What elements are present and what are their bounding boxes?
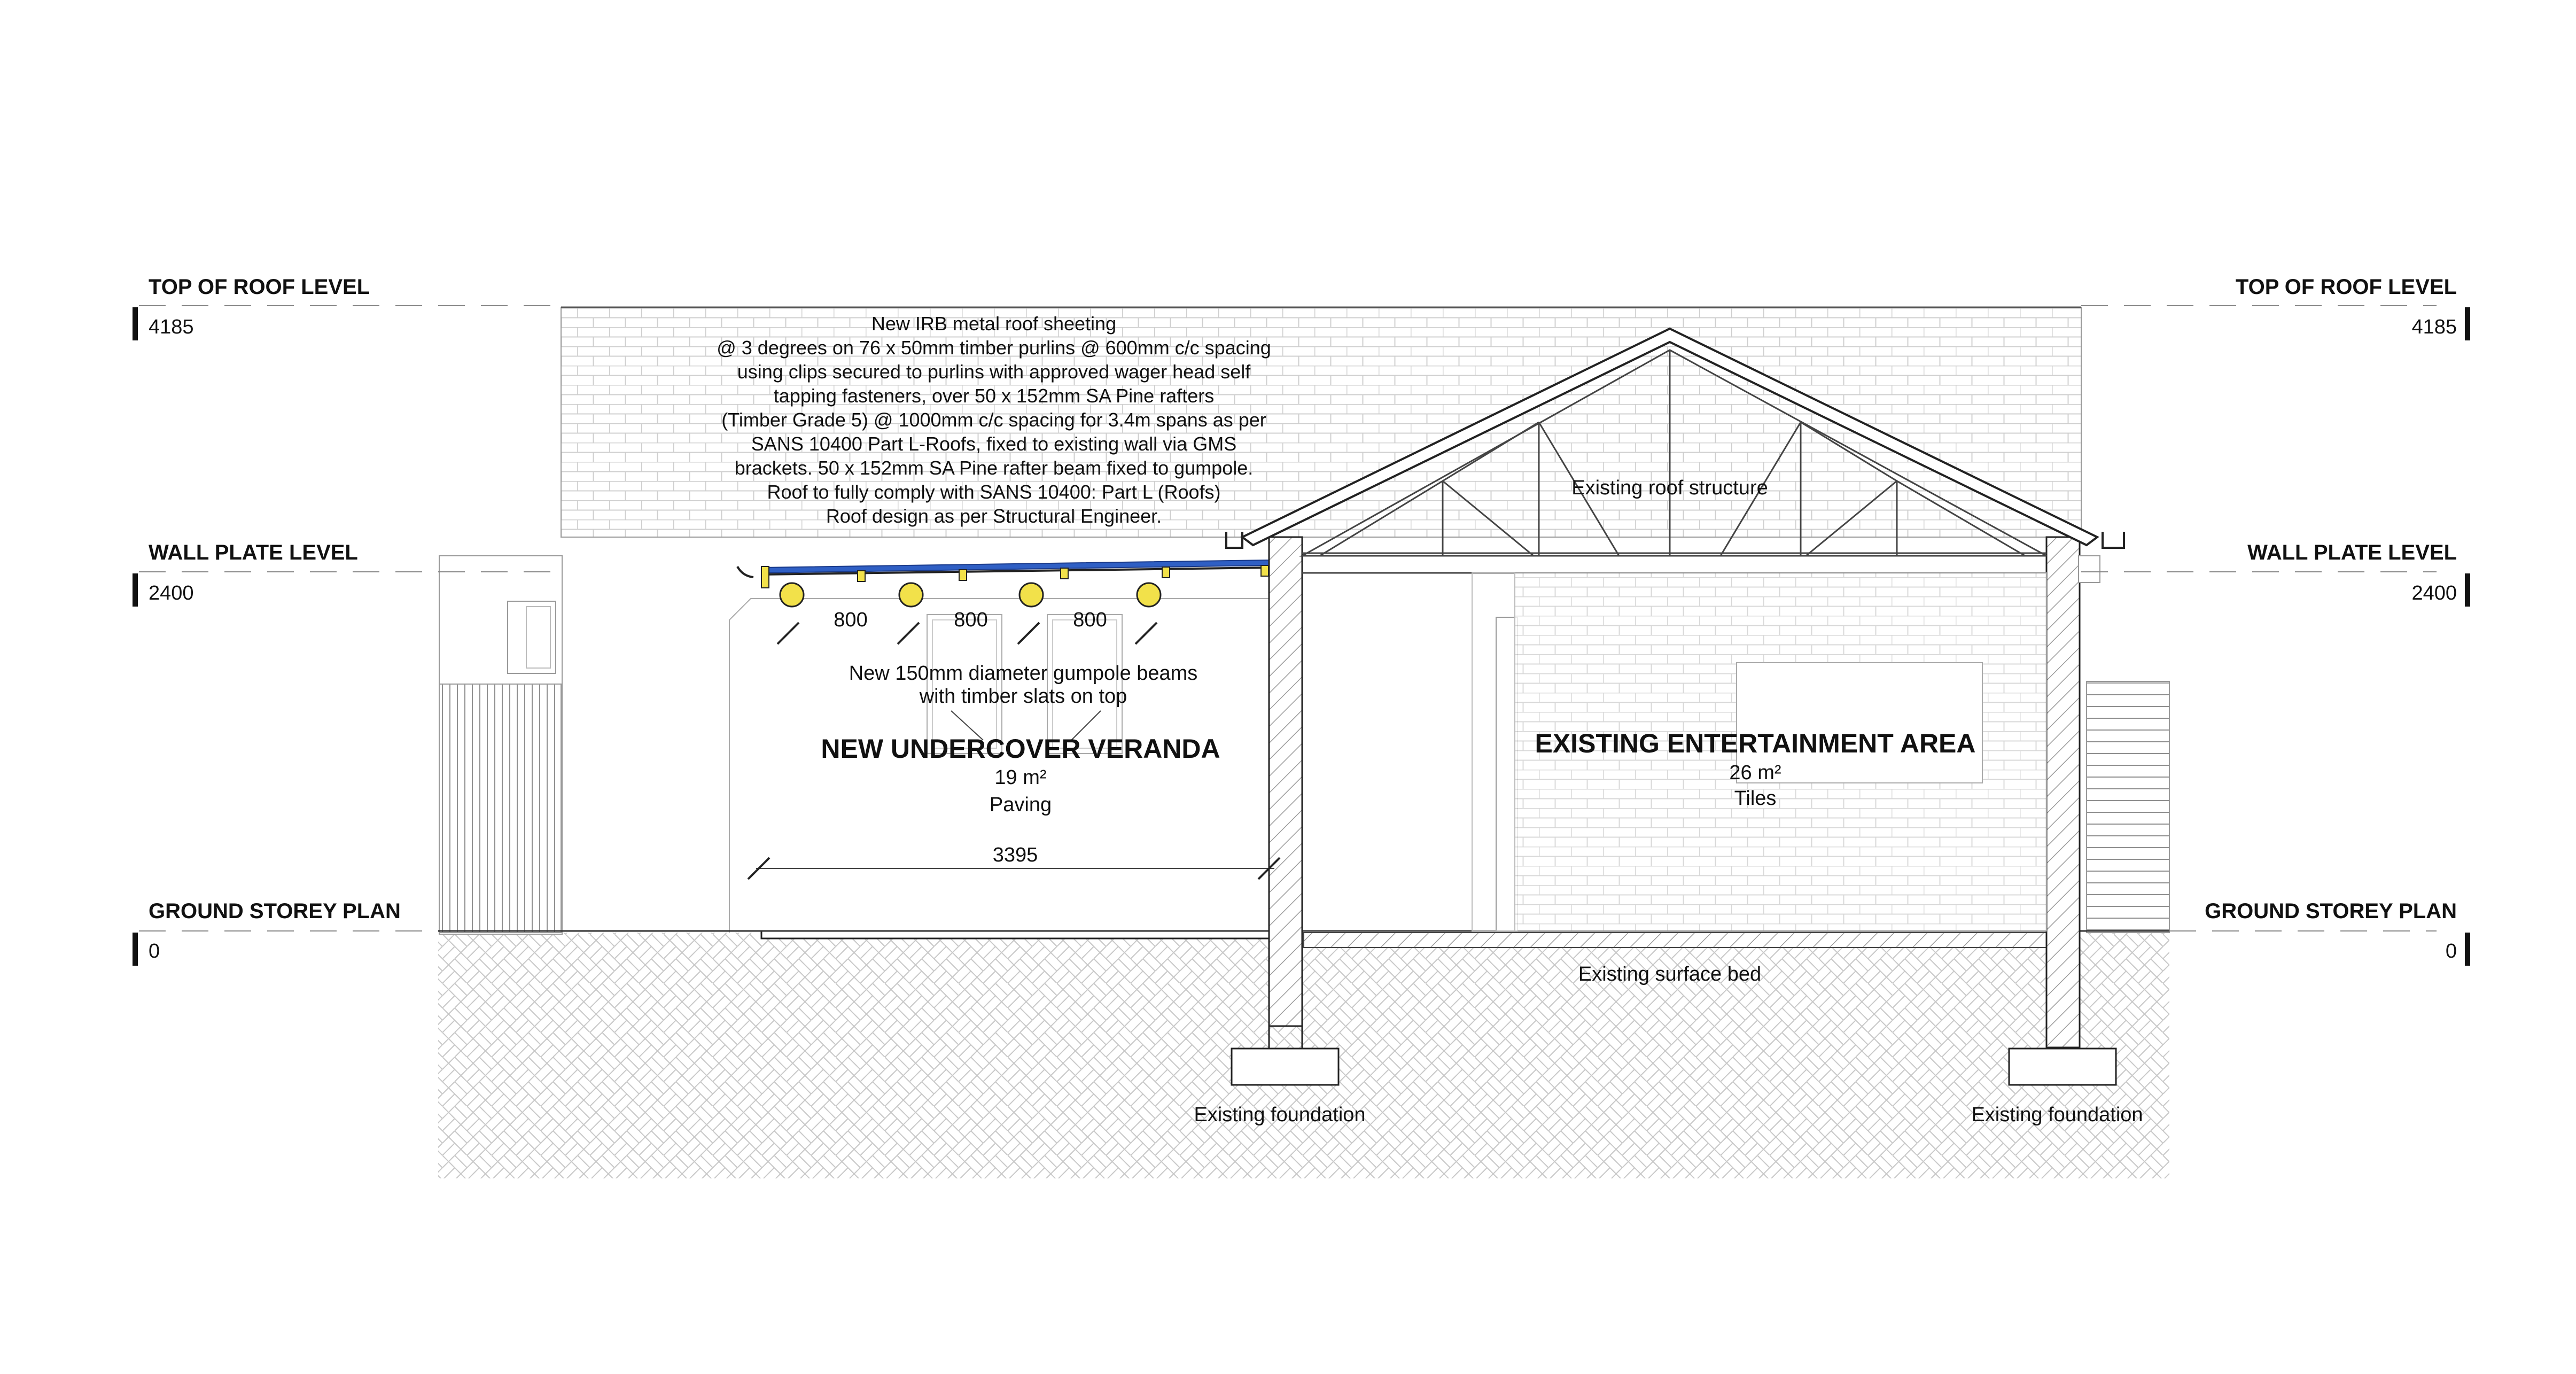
- veranda-slab: [761, 931, 1269, 938]
- gumpole-beam: [899, 583, 923, 607]
- gumpole-note-line-2: with timber slats on top: [919, 685, 1127, 708]
- existing-right-wall: [2046, 537, 2080, 1047]
- gumpole-beam: [1019, 583, 1043, 607]
- veranda-name: NEW UNDERCOVER VERANDA: [821, 734, 1220, 764]
- level-roof-name-left: TOP OF ROOF LEVEL: [149, 275, 370, 299]
- veranda-finish: Paving: [989, 794, 1052, 816]
- foundation-label-left: Existing foundation: [1194, 1104, 1366, 1126]
- foundation-label-right: Existing foundation: [1971, 1104, 2143, 1126]
- gumpole-note-line-1: New 150mm diameter gumpole beams: [849, 662, 1198, 685]
- spacing-dimension-3: 800: [1073, 609, 1107, 631]
- level-roof-value-left: 4185: [149, 316, 194, 338]
- level-ground-value-left: 0: [149, 940, 160, 962]
- level-roof-value-right: 4185: [2411, 316, 2457, 338]
- left-window-inner: [526, 607, 550, 668]
- gumpole-beam: [780, 583, 804, 607]
- existing-left-wall: [1269, 537, 1302, 1026]
- veranda-opening: [729, 599, 1269, 933]
- level-wallplate-value-right: 2400: [2411, 582, 2457, 604]
- level-roof-name-right: TOP OF ROOF LEVEL: [2235, 275, 2457, 299]
- svg-text:tapping fasteners, over 50 x 1: tapping fasteners, over 50 x 152mm SA Pine rafters: [773, 385, 1215, 407]
- spacing-dimension-1: 800: [834, 609, 868, 631]
- level-wallplate-name-right: WALL PLATE LEVEL: [2247, 541, 2457, 564]
- veranda-area: 19 m²: [994, 766, 1047, 789]
- existing-foundation-right: [2009, 1049, 2116, 1085]
- right-wall-cap: [2079, 556, 2100, 583]
- right-slat-fence: [2087, 681, 2169, 933]
- existing-foundation-left: [1232, 1049, 1338, 1085]
- svg-text:brackets. 50 x 152mm SA Pine r: brackets. 50 x 152mm SA Pine rafter beam fixed to gumpole.: [734, 457, 1254, 479]
- roof-note: [717, 313, 1271, 527]
- existing-surface-bed: [1304, 933, 2063, 948]
- width-dimension: 3395: [992, 844, 1038, 866]
- gumpole-beam: [1137, 583, 1161, 607]
- surface-bed-label: Existing surface bed: [1578, 963, 1762, 985]
- entertainment-name: EXISTING ENTERTAINMENT AREA: [1535, 728, 1976, 758]
- level-wallplate-value-left: 2400: [149, 582, 194, 604]
- svg-text:New IRB metal roof sheeting: New IRB metal roof sheeting: [871, 313, 1117, 335]
- level-ground-name-left: GROUND STOREY PLAN: [149, 899, 401, 923]
- svg-text:SANS 10400 Part L-Roofs, fixed: SANS 10400 Part L-Roofs, fixed to existing wall via GMS: [751, 433, 1237, 455]
- veranda-rafter-beam: [761, 566, 769, 588]
- svg-text:Roof design as per Structural: Roof design as per Structural Engineer.: [826, 505, 1162, 527]
- spacing-dimension-2: 800: [954, 609, 988, 631]
- right-gutter: [2103, 532, 2124, 548]
- left-gutter: [737, 566, 753, 577]
- svg-text:Roof to fully comply with SANS: Roof to fully comply with SANS 10400: Part L (Roofs): [767, 481, 1221, 503]
- svg-text:using clips secured to purlins: using clips secured to purlins with approved wager head self: [737, 361, 1251, 383]
- svg-text:@ 3 degrees on 76 x 50mm timbe: @ 3 degrees on 76 x 50mm timber purlins @ 600mm c/c spacing: [717, 337, 1271, 359]
- existing-roof-label: Existing roof structure: [1571, 477, 1768, 499]
- level-ground-value-right: 0: [2445, 940, 2457, 962]
- svg-text:(Timber Grade 5) @ 1000mm c/c: (Timber Grade 5) @ 1000mm c/c spacing for 3.4m spans as per: [721, 409, 1266, 431]
- level-wallplate-name-left: WALL PLATE LEVEL: [149, 541, 358, 564]
- level-ground-name-right: GROUND STOREY PLAN: [2205, 899, 2457, 923]
- left-slat-fence: [439, 684, 561, 933]
- entertainment-finish: Tiles: [1734, 787, 1777, 810]
- entertainment-area: 26 m²: [1729, 762, 1781, 784]
